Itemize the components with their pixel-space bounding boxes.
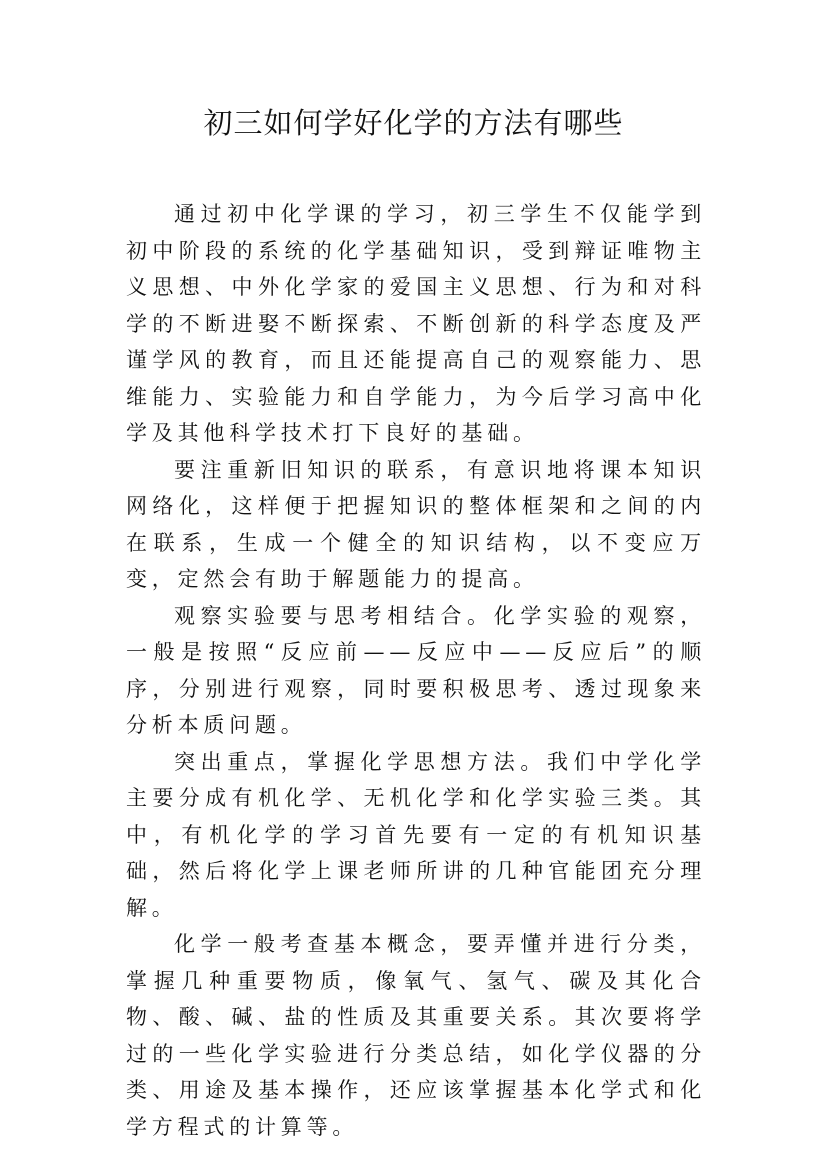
paragraph-2: 要注重新旧知识的联系，有意识地将课本知识网络化，这样便于把握知识的整体框架和之间的内在联系，生成一个健全的知识结构，以不变应万变，定然会有助于解题能力的提高。 <box>126 457 706 591</box>
paragraph-4: 突出重点，掌握化学思想方法。我们中学化学主要分成有机化学、无机化学和化学实验三类。其中，有机化学的学习首先要有一定的有机知识基础，然后将化学上课老师所讲的几种官能团充分理解。 <box>126 749 706 920</box>
paragraph-5: 化学一般考查基本概念，要弄懂并进行分类，掌握几种重要物质，像氧气、氢气、碳及其化合物、酸、碱、盐的性质及其重要关系。其次要将学过的一些化学实验进行分类总结，如化学仪器的分类、用途及基本操作，还应该掌握基本化学式和化学方程式的计算等。 <box>126 932 706 1139</box>
page-title: 初三如何学好化学的方法有哪些 <box>203 106 624 140</box>
paragraph-1: 通过初中化学课的学习，初三学生不仅能学到初中阶段的系统的化学基础知识，受到辩证唯物主义思想、中外化学家的爱国主义思想、行为和对科学的不断进娶不断探索、不断创新的科学态度及严谨学风的教育，而且还能提高自己的观察能力、思维能力、实验能力和自学能力，为今后学习高中化学及其他科学技术打下良好的基础。 <box>126 202 706 445</box>
paragraph-3: 观察实验要与思考相结合。化学实验的观察，一般是按照“反应前——反应中——反应后”的顺序，分别进行观察，同时要积极思考、透过现象来分析本质问题。 <box>126 603 706 737</box>
document-body <box>126 196 706 1145</box>
